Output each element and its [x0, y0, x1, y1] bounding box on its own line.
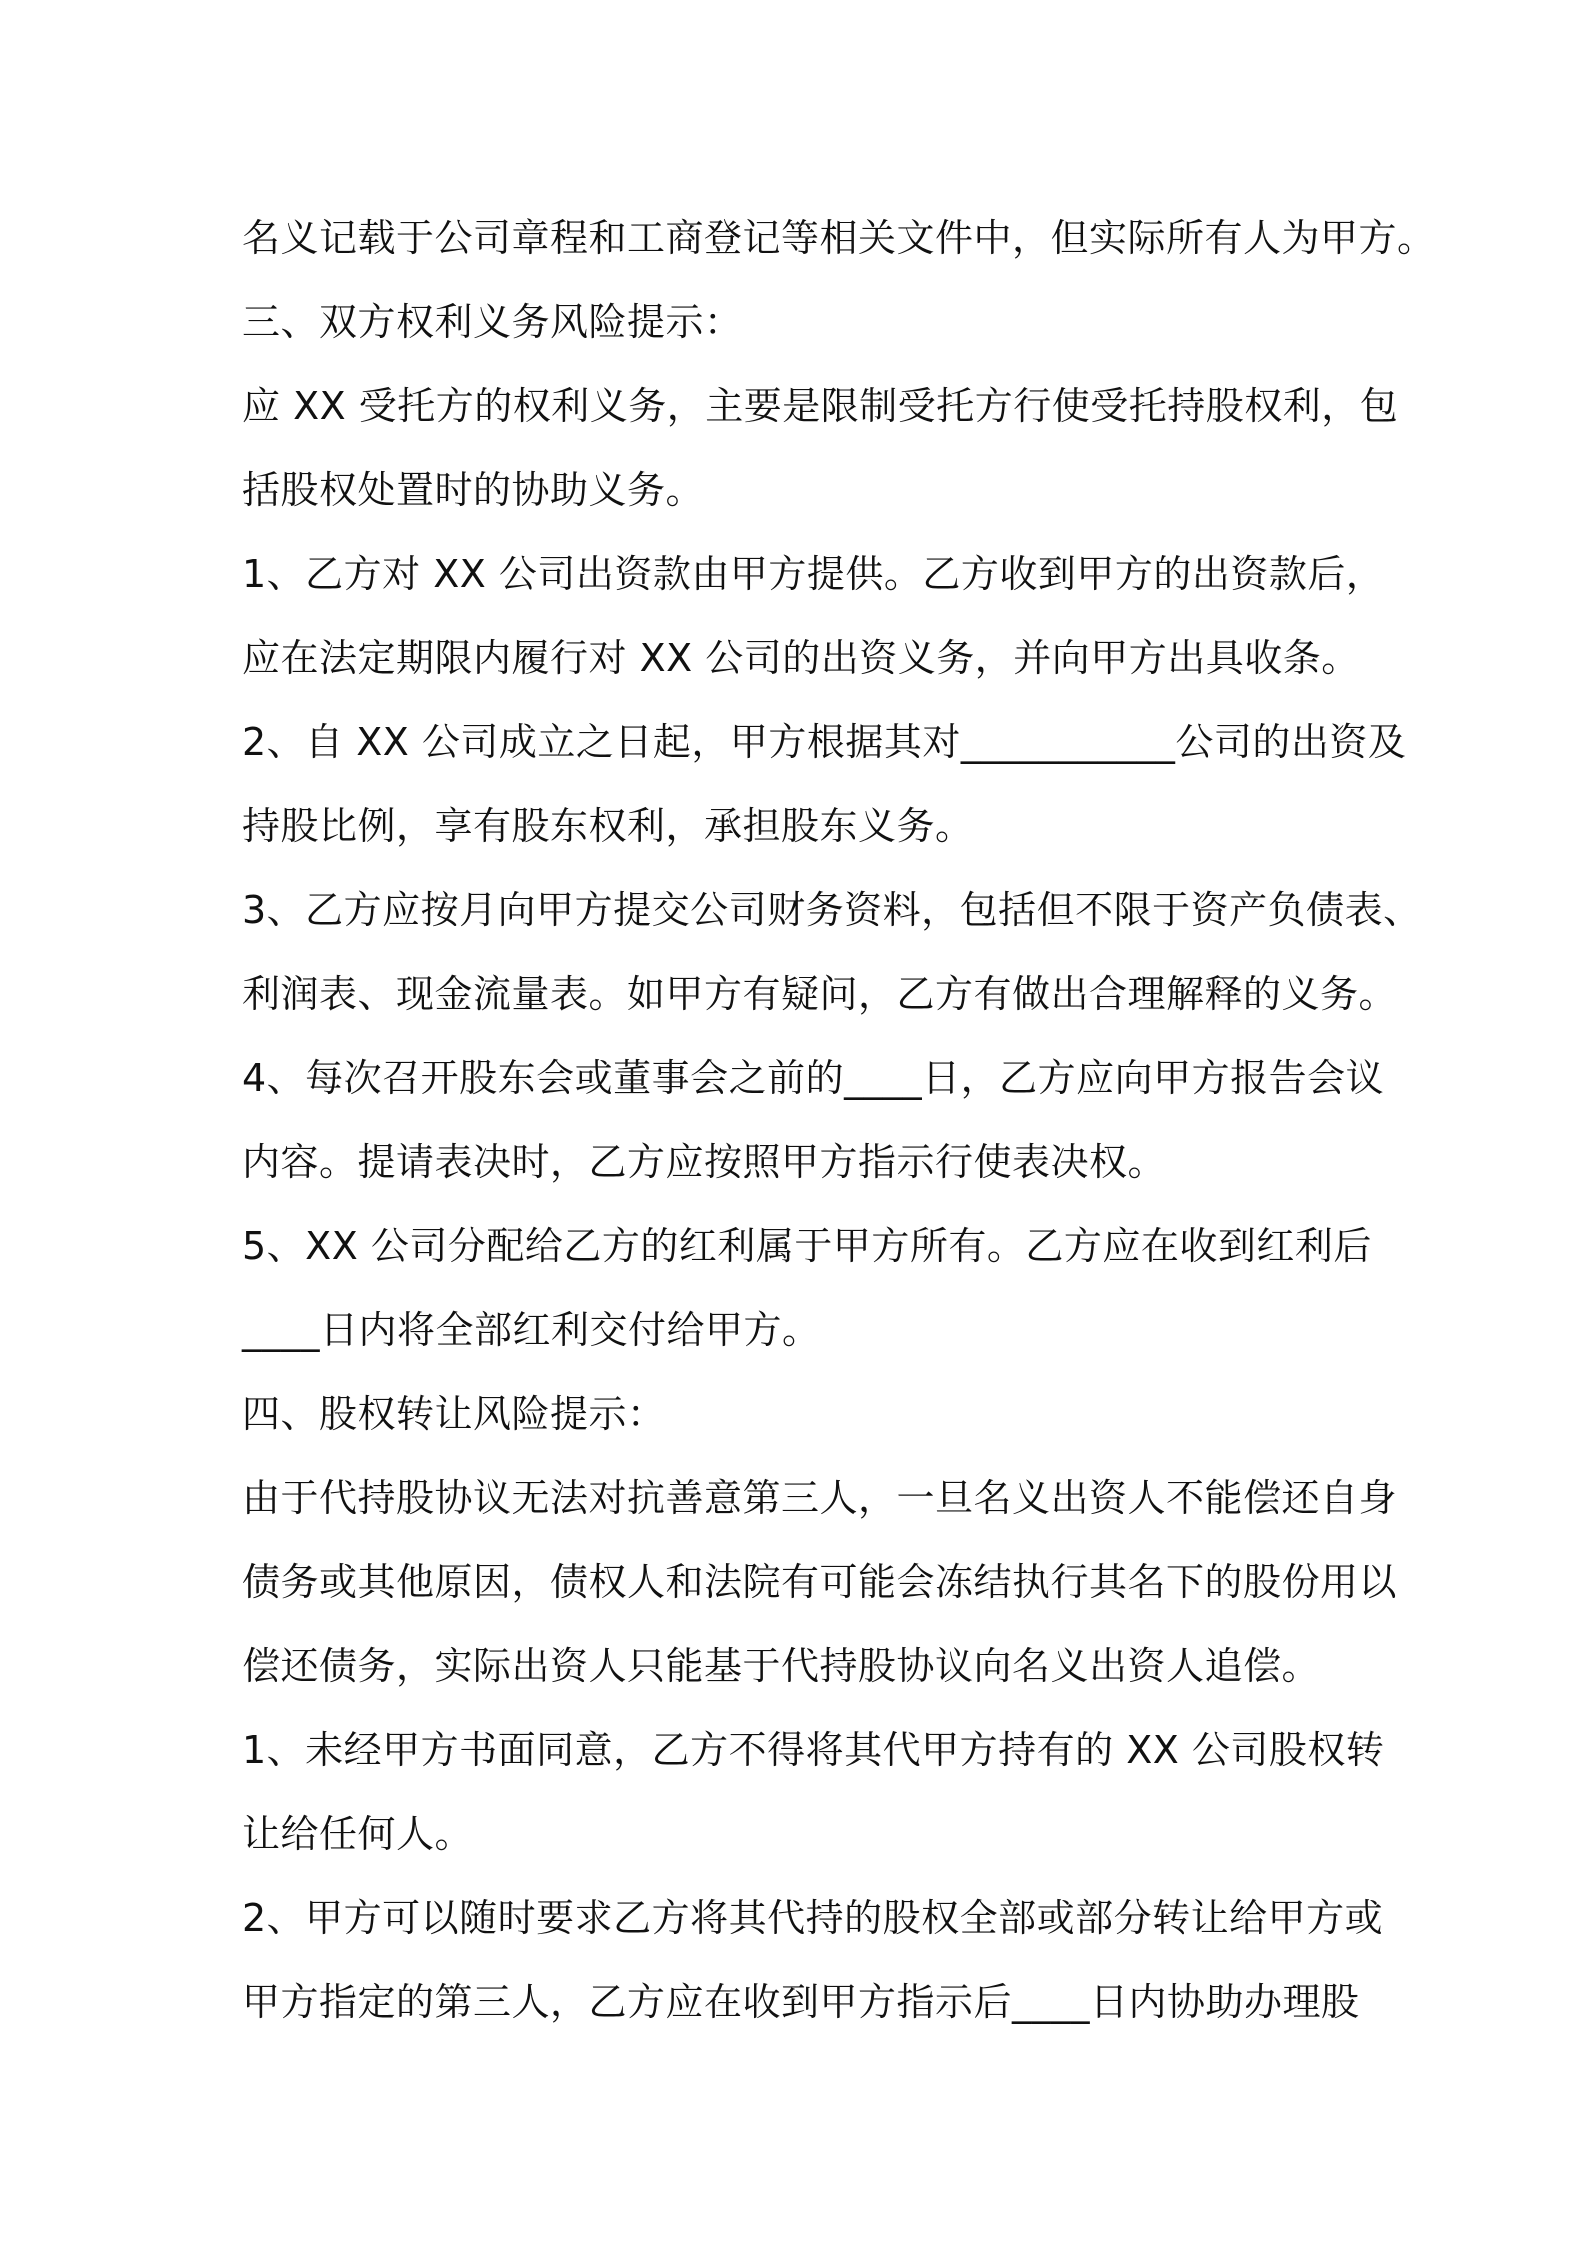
text-line: 持股比例，享有股东权利，承担股东义务。 — [242, 804, 974, 848]
text-line: 由于代持股协议无法对抗善意第三人，一旦名义出资人不能偿还自身 — [242, 1476, 1398, 1520]
clause-line: 5、XX 公司分配给乙方的红利属于甲方所有。乙方应在收到红利后 — [242, 1224, 1372, 1268]
clause-line: 4、每次召开股东会或董事会之前的____日，乙方应向甲方报告会议 — [242, 1056, 1385, 1100]
clause-line: 3、乙方应按月向甲方提交公司财务资料，包括但不限于资产负债表、 — [242, 888, 1422, 932]
text-line: 甲方指定的第三人，乙方应在收到甲方指示后____日内协助办理股 — [242, 1980, 1360, 2024]
clause-line: 2、甲方可以随时要求乙方将其代持的股权全部或部分转让给甲方或 — [242, 1896, 1384, 1940]
section-heading-equity-transfer: 四、股权转让风险提示： — [242, 1392, 666, 1436]
clause-line: 2、自 XX 公司成立之日起，甲方根据其对___________公司的出资及 — [242, 720, 1407, 764]
clause-line: 1、乙方对 XX 公司出资款由甲方提供。乙方收到甲方的出资款后， — [242, 552, 1385, 596]
text-line: 利润表、现金流量表。如甲方有疑问，乙方有做出合理解释的义务。 — [242, 972, 1398, 1016]
text-line: ____日内将全部红利交付给甲方。 — [242, 1308, 821, 1352]
text-line: 偿还债务，实际出资人只能基于代持股协议向名义出资人追偿。 — [242, 1644, 1321, 1688]
clause-line: 1、未经甲方书面同意，乙方不得将其代甲方持有的 XX 公司股权转 — [242, 1728, 1385, 1772]
text-line: 括股权处置时的协助义务。 — [242, 468, 705, 512]
text-line: 债务或其他原因，债权人和法院有可能会冻结执行其名下的股份用以 — [242, 1560, 1398, 1604]
text-line: 让给任何人。 — [242, 1812, 474, 1856]
text-line: 应在法定期限内履行对 XX 公司的出资义务，并向甲方出具收条。 — [242, 636, 1360, 680]
text-line: 应 XX 受托方的权利义务，主要是限制受托方行使受托持股权利，包 — [242, 384, 1399, 428]
document-body — [242, 196, 1436, 2044]
text-line: 名义记载于公司章程和工商登记等相关文件中，但实际所有人为甲方。 — [242, 216, 1436, 260]
section-heading-rights-obligations: 三、双方权利义务风险提示： — [242, 300, 743, 344]
text-line: 内容。提请表决时，乙方应按照甲方指示行使表决权。 — [242, 1140, 1167, 1184]
